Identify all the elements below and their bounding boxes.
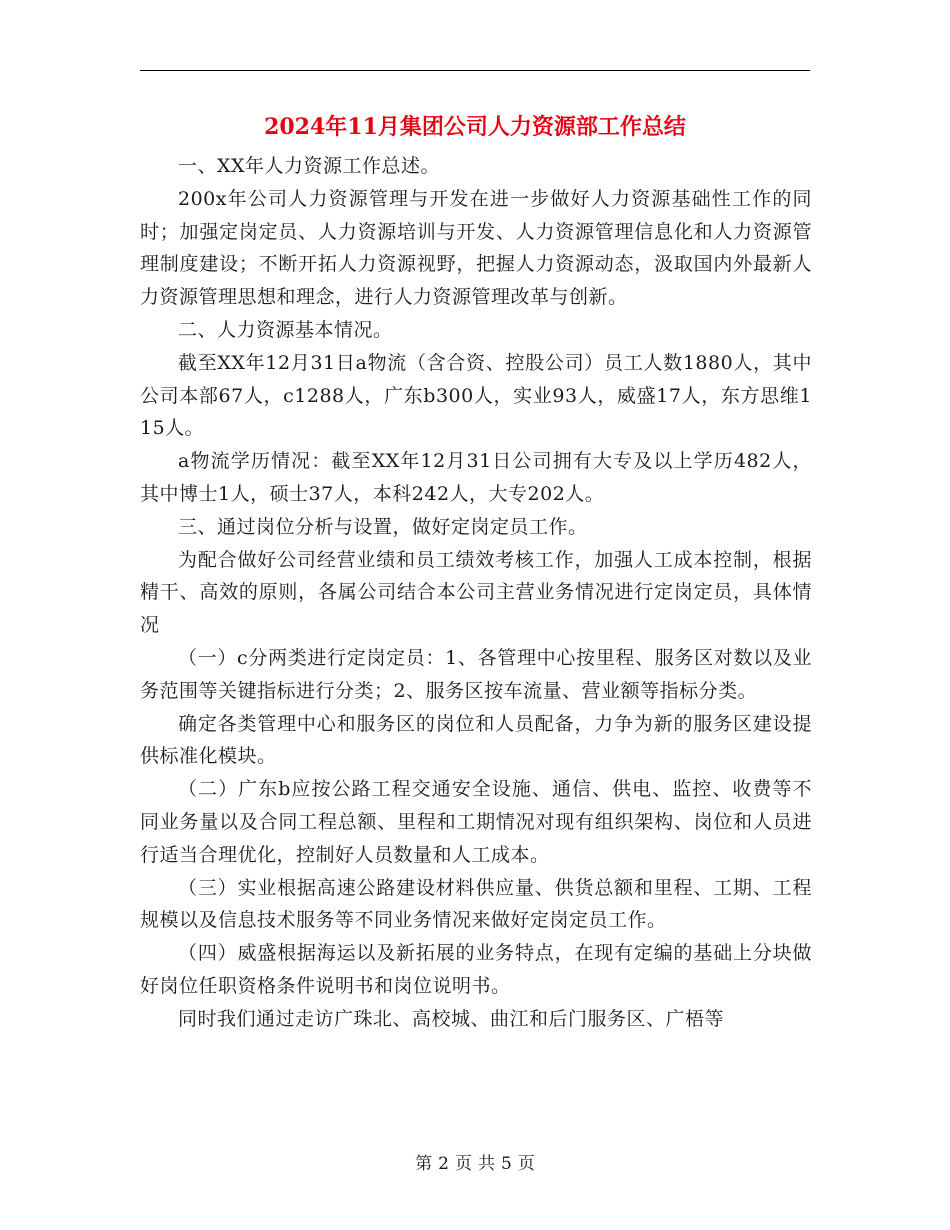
- list-item: （三）实业根据高速公路建设材料供应量、供货总额和里程、工期、工程规模以及信息技术服务等不同业务情况来做好定岗定员工作。: [140, 876, 812, 932]
- header-rule: [140, 70, 810, 71]
- paragraph: 同时我们通过走访广珠北、高校城、曲江和后门服务区、广梧等: [178, 1007, 725, 1030]
- section-heading: 一、XX年人力资源工作总述。: [178, 155, 441, 177]
- page-number-footer: [0, 1152, 950, 1176]
- page-prefix: 第: [415, 1154, 433, 1174]
- paragraph: a物流学历情况：截至XX年12月31日公司拥有大专及以上学历482人，其中博士1人，硕士37人，本科242人，大专202人。: [140, 450, 812, 505]
- page-current: 2: [438, 1154, 449, 1174]
- list-item: （四）威盛根据海运以及新拓展的业务特点，在现有定编的基础上分块做好岗位任职资格条件说明书和岗位说明书。: [140, 942, 812, 997]
- paragraph: 确定各类管理中心和服务区的岗位和人员配备，力争为新的服务区建设提供标准化模块。: [140, 712, 812, 768]
- document-body: [140, 150, 812, 1036]
- page-total-prefix: 共: [478, 1154, 495, 1174]
- paragraph: 200x年公司人力资源管理与开发在进一步做好人力资源基础性工作的同时；加强定岗定员、人力资源培训与开发、人力资源管理信息化和人力资源管理制度建设；不断开拓人力资源视野，把握人力资源动态，汲取国内外最新人力资源管理思想和理念，进行人力资源管理改革与创新。: [140, 187, 812, 309]
- page-mid: 页: [455, 1154, 472, 1174]
- list-item: （二）广东b应按公路工程交通安全设施、通信、供电、监控、收费等不同业务量以及合同工程总额、里程和工期情况对现有组织架构、岗位和人员进行适当合理优化，控制好人员数量和人工成本。: [140, 778, 812, 866]
- page-suffix: 页: [517, 1154, 535, 1174]
- paragraph: 截至XX年12月31日a物流（含合资、控股公司）员工人数1880人，其中公司本部67人，c1288人，广东b300人，实业93人，威盛17人，东方思维115人。: [140, 351, 812, 440]
- document-title: 2024年11月集团公司人力资源部工作总结: [264, 114, 686, 140]
- page-total: 5: [501, 1154, 512, 1174]
- section-heading: 二、人力资源基本情况。: [178, 318, 393, 341]
- paragraph: 为配合做好公司经营业绩和员工绩效考核工作，加强人工成本控制，根据精干、高效的原则，各属公司结合本公司主营业务情况进行定岗定员，具体情况: [140, 548, 812, 637]
- section-heading: 三、通过岗位分析与设置，做好定岗定员工作。: [178, 515, 588, 538]
- list-item: （一）c分两类进行定岗定员：1、各管理中心按里程、服务区对数以及业务范围等关键指标进行分类；2、服务区按车流量、营业额等指标分类。: [140, 646, 812, 702]
